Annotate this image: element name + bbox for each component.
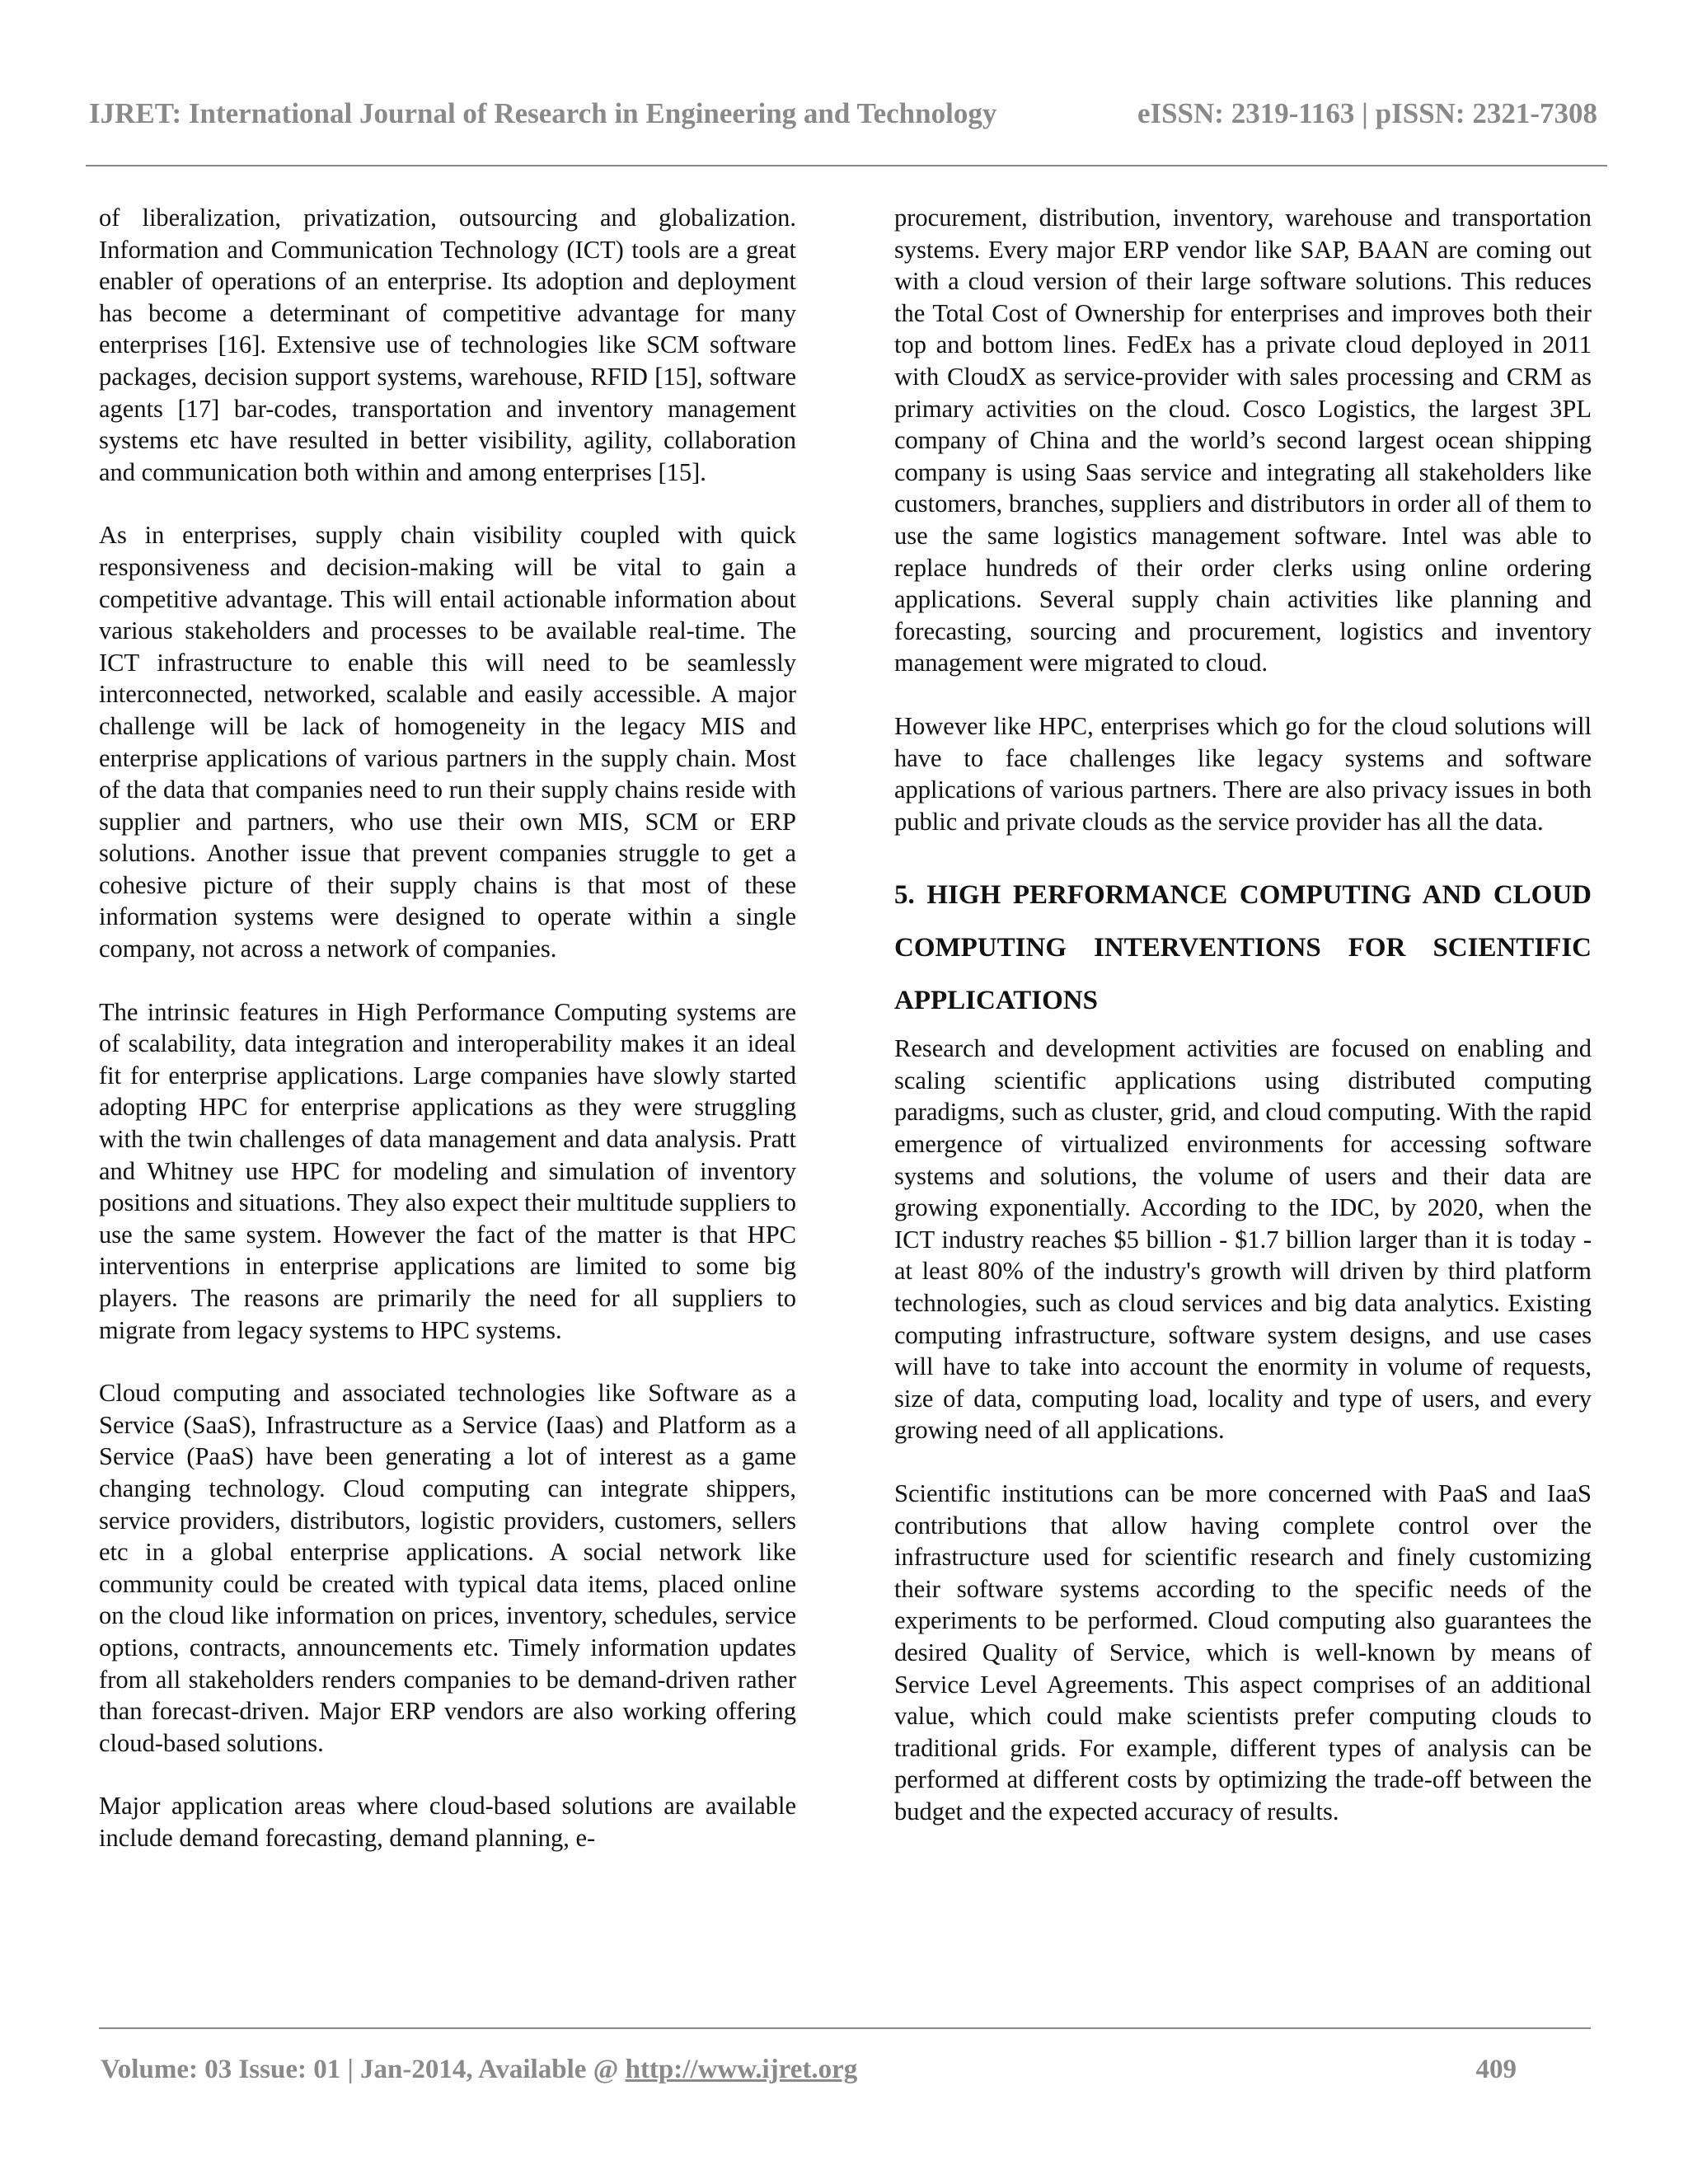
header-rule [86, 165, 1607, 166]
paragraph: Scientific institutions can be more concerned with PaaS and IaaS contributions that allow having complete control over the infrastructure used for scientific research and finely customizing their software systems according to the specific needs of the experiments to be performed. Cloud computing also guarantees the desired Quality of Service, which is well-known by means of Service Level Agreements. This aspect comprises of an additional value, which could make scientists prefer computing clouds to traditional grids. For example, different types of analysis can be performed at different costs by optimizing the trade-off between the budget and the expected accuracy of results. [894, 1479, 1592, 1825]
left-column [99, 202, 796, 1886]
volume-info [101, 2055, 857, 2085]
paragraph: However like HPC, enterprises which go for the cloud solutions will have to face challenges like legacy systems and software applications of various partners. There are also privacy issues in both public and private clouds as the service provider has all the data. [894, 711, 1592, 836]
page-number: 409 [1475, 2055, 1517, 2084]
running-header [89, 97, 1597, 130]
page-footer [101, 2055, 1517, 2085]
volume-text: Volume: 03 Issue: 01 | Jan-2014, Available @ [101, 2055, 626, 2084]
paragraph: Major application areas where cloud-based solutions are available include demand forecasting, demand planning, e- [99, 1792, 796, 1852]
issn-info: eISSN: 2319-1163 | pISSN: 2321-7308 [1137, 97, 1597, 129]
journal-title: IJRET: International Journal of Research in Engineering and Technology [89, 97, 997, 129]
paragraph: The intrinsic features in High Performance Computing systems are of scalability, data integration and interoperability makes it an ideal fit for enterprise applications. Large companies have slowly started adopting HPC for enterprise applications as they were struggling with the twin challenges of data management and data analysis. Pratt and Whitney use HPC for modeling and simulation of inventory positions and situations. They also expect their multitude suppliers to use the same system. However the fact of the matter is that HPC interventions in enterprise applications are limited to some big players. The reasons are primarily the need for all suppliers to migrate from legacy systems to HPC systems. [99, 997, 796, 1344]
paragraph: of liberalization, privatization, outsourcing and globalization. Information and Communication Technology (ICT) tools are a great enabler of operations of an enterprise. Its adoption and deployment has become a determinant of competitive advantage for many enterprises [16]. Extensive use of technologies like SCM software packages, decision support systems, warehouse, RFID [15], software agents [17] bar-codes, transportation and inventory management systems etc have resulted in better visibility, agility, collaboration and communication both within and among enterprises [15]. [99, 204, 796, 486]
footer-rule [99, 2027, 1591, 2029]
right-column [894, 202, 1592, 1859]
paragraph: Research and development activities are focused on enabling and scaling scientific applications using distributed computing paradigms, such as cluster, grid, and cloud computing. With the rapid emergence of virtualized environments for accessing software systems and solutions, the volume of users and their data are growing exponentially. According to the IDC, by 2020, when the ICT industry reaches $5 billion - $1.7 billion larger than it is today - at least 80% of the industry's growth will driven by third platform technologies, such as cloud services and big data analytics. Existing computing infrastructure, software system designs, and use cases will have to take into account the enormity in volume of requests, size of data, computing load, locality and type of users, and every growing need of all applications. [894, 1034, 1592, 1445]
paragraph: procurement, distribution, inventory, warehouse and transportation systems. Every major ERP vendor like SAP, BAAN are coming out with a cloud version of their large software solutions. This reduces the Total Cost of Ownership for enterprises and improves both their top and bottom lines. FedEx has a private cloud deployed in 2011 with CloudX as service-provider with sales processing and CRM as primary activities on the cloud. Cosco Logistics, the largest 3PL company of China and the world’s second largest ocean shipping company is using Saas service and integrating all stakeholders like customers, branches, suppliers and distributors in order all of them to use the same logistics management software. Intel was able to replace hundreds of their order clerks using online ordering applications. Several supply chain activities like planning and forecasting, sourcing and procurement, logistics and inventory management were migrated to cloud. [894, 204, 1592, 677]
journal-link[interactable]: http://www.ijret.org [625, 2055, 858, 2084]
paragraph: Cloud computing and associated technologies like Software as a Service (SaaS), Infrastructure as a Service (Iaas) and Platform as a Service (PaaS) have been generating a lot of interest as a game changing technology. Cloud computing can integrate shippers, service providers, distributors, logistic providers, customers, sellers etc in a global enterprise applications. A social network like community could be created with typical data items, placed online on the cloud like information on prices, inventory, schedules, service options, contracts, announcements etc. Timely information updates from all stakeholders renders companies to be demand-driven rather than forecast-driven. Major ERP vendors are also working offering cloud-based solutions. [99, 1379, 796, 1757]
paragraph: As in enterprises, supply chain visibility coupled with quick responsiveness and decision-making will be vital to gain a competitive advantage. This will entail actionable information about various stakeholders and processes to be available real-time. The ICT infrastructure to enable this will need to be seamlessly interconnected, networked, scalable and easily accessible. A major challenge will be lack of homogeneity in the legacy MIS and enterprise applications of various partners in the supply chain. Most of the data that companies need to run their supply chains reside with supplier and partners, who use their own MIS, SCM or ERP solutions. Another issue that prevent companies struggle to get a cohesive picture of their supply chains is that most of these information systems were designed to operate within a single company, not across a network of companies. [99, 521, 796, 963]
section-heading: 5. HIGH PERFORMANCE COMPUTING AND CLOUD COMPUTING INTERVENTIONS FOR SCIENTIFIC APPLICATIONS [894, 880, 1592, 1016]
